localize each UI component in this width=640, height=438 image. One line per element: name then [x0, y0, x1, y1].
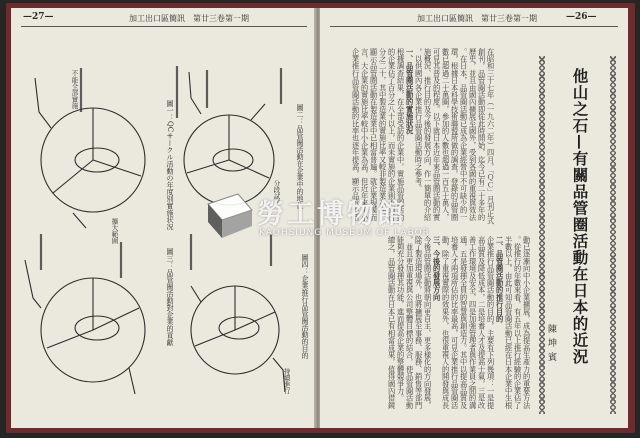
body-column: 創刊，品管圈活動即從此時開始，迄今已有二十多年的: [477, 48, 487, 221]
museum-logo-icon: [204, 190, 256, 242]
right-page-number: —26—: [566, 12, 597, 22]
body-column: ，以供國內各企業推行品管圈活動時之參考。: [414, 48, 424, 192]
legend-text-2: 擴大範圍: [110, 218, 119, 244]
section-heading: 三、今後的發展方向: [432, 236, 442, 301]
figure-caption-3: 圖三：品管圈活動對企業的貢獻: [166, 248, 174, 346]
body-column: 高品質及降低成本，二是培養人才及提高士氣，三是改: [477, 236, 487, 409]
body-column: 企業推行品管圈活動的比率也逐年提高，顯示品管圈活: [351, 48, 361, 221]
article-title: 他山之石—有關品管圈活動在日本的近況: [570, 68, 590, 365]
legend-text-1: 不能全部實施: [70, 70, 79, 109]
article-author: 陳坤賓: [546, 324, 556, 366]
section-heading: 一、品管圈活動的實施狀況: [405, 48, 415, 135]
legend-text-4: 持續進行: [282, 368, 291, 394]
body-column: 顯示品管圈活動在製造業中已相當普遍。就企業規模而: [369, 48, 379, 221]
body-column: 能夠充分發揮其功能，進而提高企業的整體競爭力。: [396, 236, 406, 402]
left-page-number: —27—: [23, 12, 54, 22]
section-heading: 二、品管圈活動的推行目的: [495, 236, 505, 323]
body-column: 可見其普及的程度。以下就日本近年來品管圈活動的實: [432, 48, 442, 221]
body-column: 半數以上，由此可知品管圈活動已經在日本企業中生根: [504, 236, 514, 409]
figure-caption-1: 圖一：QCサークル活動の年度別實施状况: [166, 100, 174, 231]
figure-caption-4: 圖四：企業推行品管圈活動的目的: [301, 254, 309, 359]
body-column: 培養人才兩項所佔的比率最高，可見企業推行品管圈活: [450, 236, 460, 409]
body-column: 根據調查結果，在全部受訪的企業中，實施品管圈活動: [396, 48, 406, 221]
body-column: 動已逐漸向中小企業擴展，成為提高生產力的重要方法: [522, 236, 532, 409]
body-column: 企業推行品管圈活動的目的，主要有下列幾項：一是提: [486, 236, 496, 409]
right-running-head: 加工出口區簡訊 第廿三卷第一期: [417, 14, 537, 23]
right-header-rule: [330, 26, 618, 27]
body-column: 數已超過二十萬圈，參加的人數也超過一百五十萬人，: [441, 48, 451, 221]
title-border-right: [610, 56, 616, 414]
body-column: 施概況、推行目的及今後的發展方向，作一簡單的介紹: [423, 48, 433, 221]
watermark-text: 勞工博物館: [257, 199, 407, 230]
watermark-subtext: KAOHSIUNG MUSEUM OF LABOR: [259, 228, 430, 238]
body-column: 今後品管圈活動將朝向更自主、更多樣化的方向發展，: [423, 236, 433, 409]
body-column: 的企業佔了百分之八十以上，而未實施的企業則不到百: [387, 48, 397, 221]
body-column: 環，根據日本科學技術聯盟所做的調查，登錄的品管圈: [450, 48, 460, 221]
museum-watermark: [204, 188, 464, 258]
body-column: 。在日本，品管圈活動已成為企業經營中不可缺少的一: [459, 48, 469, 221]
left-running-head: 加工出口區簡訊 第廿三卷第一期: [129, 14, 249, 23]
body-column: 。從推行的年數來看，有五年以上推行經驗的企業佔了: [513, 236, 523, 409]
body-column: 通，五是發揮全員的智慧與創造力。其中以提高品質及: [459, 236, 469, 409]
body-column: 分之二十，其中製造業的實施比率又較非製造業為高，: [378, 48, 388, 221]
title-border-left: [539, 56, 545, 414]
body-column: 善工作環境及安全，四是加強管理者與作業員之間的溝: [468, 236, 478, 409]
legend-text-3: 分段試辦: [272, 180, 281, 206]
body-column: 歷史，並且由國內擴展至國外，受到各國的重視與效法: [468, 48, 478, 221]
body-column: 言，大企業的實施比率較中小企業為高，但近年來中小: [360, 48, 370, 221]
figure-caption-2: 圖二：品管圈活動在企業中的地位: [296, 104, 304, 209]
body-column: ，並且更加重視與公司整體目標的結合，使品管圈活動: [405, 236, 415, 409]
body-column: 在昭和三十七年（一九六二年）四月，「ＱＣ」月刊正式: [486, 48, 496, 225]
body-column: 除了製造現場外，也將擴展至事務、服務、銷售等部門: [414, 236, 424, 409]
body-column: 動，除了重視實際的效果外，也很重視人的開發與成長: [441, 236, 451, 409]
body-column: 總之，品管圈活動在日本已有相當成果，值得國內借鏡: [387, 236, 397, 409]
